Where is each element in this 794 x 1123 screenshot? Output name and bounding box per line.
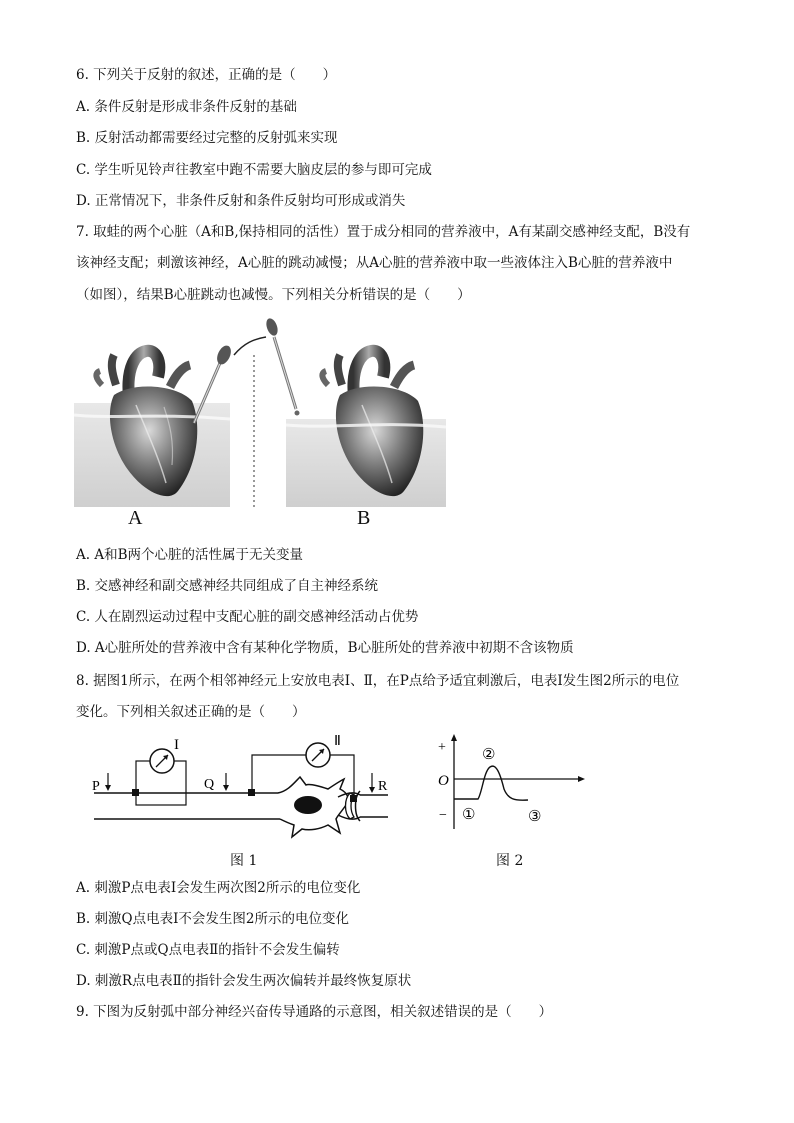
heart-b-label: B bbox=[357, 507, 371, 529]
q8-stem-line-2: 变化。下列相关叙述正确的是（ ） bbox=[76, 704, 306, 720]
label-origin: O bbox=[438, 773, 449, 789]
q8-stem-line-1: 8. 据图1所示，在两个相邻神经元上安放电表Ⅰ、Ⅱ，在P点给予适宜刺激后，电表Ⅰ发生图2所示的电位 bbox=[76, 673, 680, 689]
hearts-figure bbox=[74, 315, 448, 510]
figure-2-potential-curve bbox=[432, 733, 592, 833]
stimulus-arrow-q bbox=[223, 773, 229, 791]
transfer-arrow bbox=[234, 337, 266, 355]
q7-option-d: D. A心脏所处的营养液中含有某种化学物质，B心脏所处的营养液中初期不含该物质 bbox=[76, 640, 574, 656]
marker-2: ② bbox=[482, 747, 496, 763]
heart-b bbox=[286, 351, 446, 507]
meter-1 bbox=[132, 749, 186, 805]
q6-option-b: B. 反射活动都需要经过完整的反射弧来实现 bbox=[76, 130, 338, 146]
q7-option-a: A. A和B两个心脏的活性属于无关变量 bbox=[76, 547, 304, 563]
q6-option-a: A. 条件反射是形成非条件反射的基础 bbox=[76, 99, 297, 115]
q6-stem: 6. 下列关于反射的叙述，正确的是（ ） bbox=[76, 67, 337, 83]
figure-1-caption: 图 1 bbox=[230, 853, 258, 869]
label-r: R bbox=[378, 779, 388, 794]
q7-stem-line-3: （如图），结果B心脏跳动也减慢。下列相关分析错误的是（ ） bbox=[76, 287, 471, 303]
q7-option-b: B. 交感神经和副交感神经共同组成了自主神经系统 bbox=[76, 578, 379, 594]
heart-a bbox=[74, 351, 230, 507]
label-meter-2: Ⅱ bbox=[334, 734, 341, 749]
stimulus-arrow-r bbox=[369, 773, 375, 793]
label-minus: − bbox=[439, 808, 447, 823]
q6-option-d: D. 正常情况下，非条件反射和条件反射均可形成或消失 bbox=[76, 193, 406, 209]
q7-stem-line-1: 7. 取蛙的两个心脏（A和B,保持相同的活性）置于成分相同的营养液中，A有某副交感神经支配，B没有 bbox=[76, 224, 691, 240]
q8-option-a: A. 刺激P点电表Ⅰ会发生两次图2所示的电位变化 bbox=[76, 880, 361, 896]
heart-a-label: A bbox=[128, 507, 143, 529]
q9-stem: 9. 下图为反射弧中部分神经兴奋传导通路的示意图，相关叙述错误的是（ ） bbox=[76, 1004, 553, 1020]
label-meter-1: I bbox=[174, 737, 179, 753]
figure-2-caption: 图 2 bbox=[496, 853, 524, 869]
stimulus-arrow-p bbox=[105, 773, 111, 791]
q6-option-c: C. 学生听见铃声往教室中跑不需要大脑皮层的参与即可完成 bbox=[76, 162, 432, 178]
dropper-b bbox=[264, 317, 299, 416]
label-q: Q bbox=[204, 777, 215, 792]
marker-3: ③ bbox=[528, 809, 542, 825]
figure-1-neurons bbox=[88, 733, 408, 853]
label-plus: + bbox=[438, 740, 446, 755]
q8-option-c: C. 刺激P点或Q点电表Ⅱ的指针不会发生偏转 bbox=[76, 942, 340, 958]
label-p: P bbox=[92, 779, 100, 794]
q8-option-b: B. 刺激Q点电表Ⅰ不会发生图2所示的电位变化 bbox=[76, 911, 349, 927]
q8-option-d: D. 刺激R点电表Ⅱ的指针会发生两次偏转并最终恢复原状 bbox=[76, 973, 412, 989]
q7-option-c: C. 人在剧烈运动过程中支配心脏的副交感神经活动占优势 bbox=[76, 609, 419, 625]
marker-1: ① bbox=[462, 807, 476, 823]
q7-stem-line-2: 该神经支配；刺激该神经，A心脏的跳动减慢；从A心脏的营养液中取一些液体注入B心脏的营养液中 bbox=[76, 255, 673, 271]
